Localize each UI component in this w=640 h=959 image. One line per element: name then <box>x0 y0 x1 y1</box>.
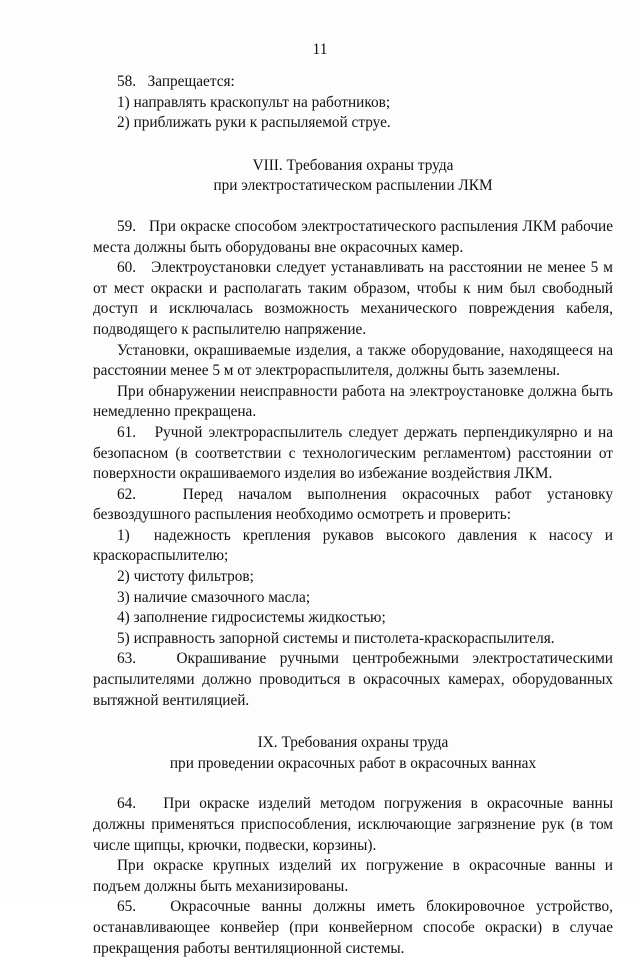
paragraph: 2) чистоту фильтров; <box>117 568 254 586</box>
paragraph: 65. Окрасочные ванны должны иметь блокировочное устройство, останавливающее конвейер (при конвейерном способе окраски) в случае прекращения работы вентиляционной системы. <box>93 898 613 957</box>
section-heading: при проведении окрасочных работ в окрасочных ваннах <box>169 754 537 772</box>
paragraph: 59. При окраске способом электростатического распыления ЛКМ рабочие места должны быть оборудованы вне окрасочных камер. <box>93 217 613 256</box>
spacer <box>93 197 613 217</box>
paragraph: Установки, окрашиваемые изделия, а также оборудование, находящееся на расстоянии менее 5 м от электрораспылителя, должны быть заземлены. <box>93 341 613 380</box>
paragraph: 5) исправность запорной системы и пистолета-краскораспылителя. <box>117 629 555 647</box>
paragraph: 1) направлять краскопульт на работников; <box>117 93 391 111</box>
paragraph: При обнаружении неисправности работа на электроустановке должна быть немедленно прекращена. <box>93 382 613 421</box>
paragraph: 1) надежность крепления рукавов высокого давления к насосу и краскораспылителю; <box>93 526 613 565</box>
spacer <box>93 134 613 156</box>
spacer <box>93 774 613 794</box>
paragraph: 60. Электроустановки следует устанавливать на расстоянии не менее 5 м от мест окраски и располагать таким образом, чтобы к ним был свободный доступ и исключалась возможность механического повреждения кабеля, подводящего к распылителю напряжение. <box>93 259 613 338</box>
document-body <box>93 72 613 959</box>
paragraph: 58. Запрещается: <box>117 73 235 90</box>
spacer <box>93 711 613 733</box>
section-heading: IX. Требования охраны труда <box>257 734 449 752</box>
paragraph: 62. Перед началом выполнения окрасочных работ установку безвоздушного распыления необходимо осмотреть и проверить: <box>93 485 613 524</box>
paragraph: 64. При окраске изделий методом погружения в окрасочные ванны должны применяться приспособления, исключающие загрязнение рук (в том числе щипцы, крючки, подвески, корзины). <box>93 795 613 854</box>
section-heading: VIII. Требования охраны труда <box>252 156 454 174</box>
paragraph: 3) наличие смазочного масла; <box>117 588 311 606</box>
paragraph: 63. Окрашивание ручными центробежными электростатическими распылителями должно проводиться в окрасочных камерах, оборудованных вытяжной вентиляцией. <box>93 650 613 709</box>
paragraph: При окраске крупных изделий их погружение в окрасочные ванны и подъем должны быть механизированы. <box>93 857 613 895</box>
paragraph: 2) приближать руки к распыляемой струе. <box>117 114 391 132</box>
paragraph: 61. Ручной электрораспылитель следует держать перпендикулярно и на безопасном (в соответствии с технологическим регламентом) расстоянии от поверхности окрашиваемого изделия во избежание воздействия ЛКМ. <box>93 423 613 483</box>
section-heading: при электростатическом распылении ЛКМ <box>213 177 493 195</box>
paragraph: 4) заполнение гидросистемы жидкостью; <box>117 609 386 627</box>
page-number: 11 <box>312 41 328 58</box>
